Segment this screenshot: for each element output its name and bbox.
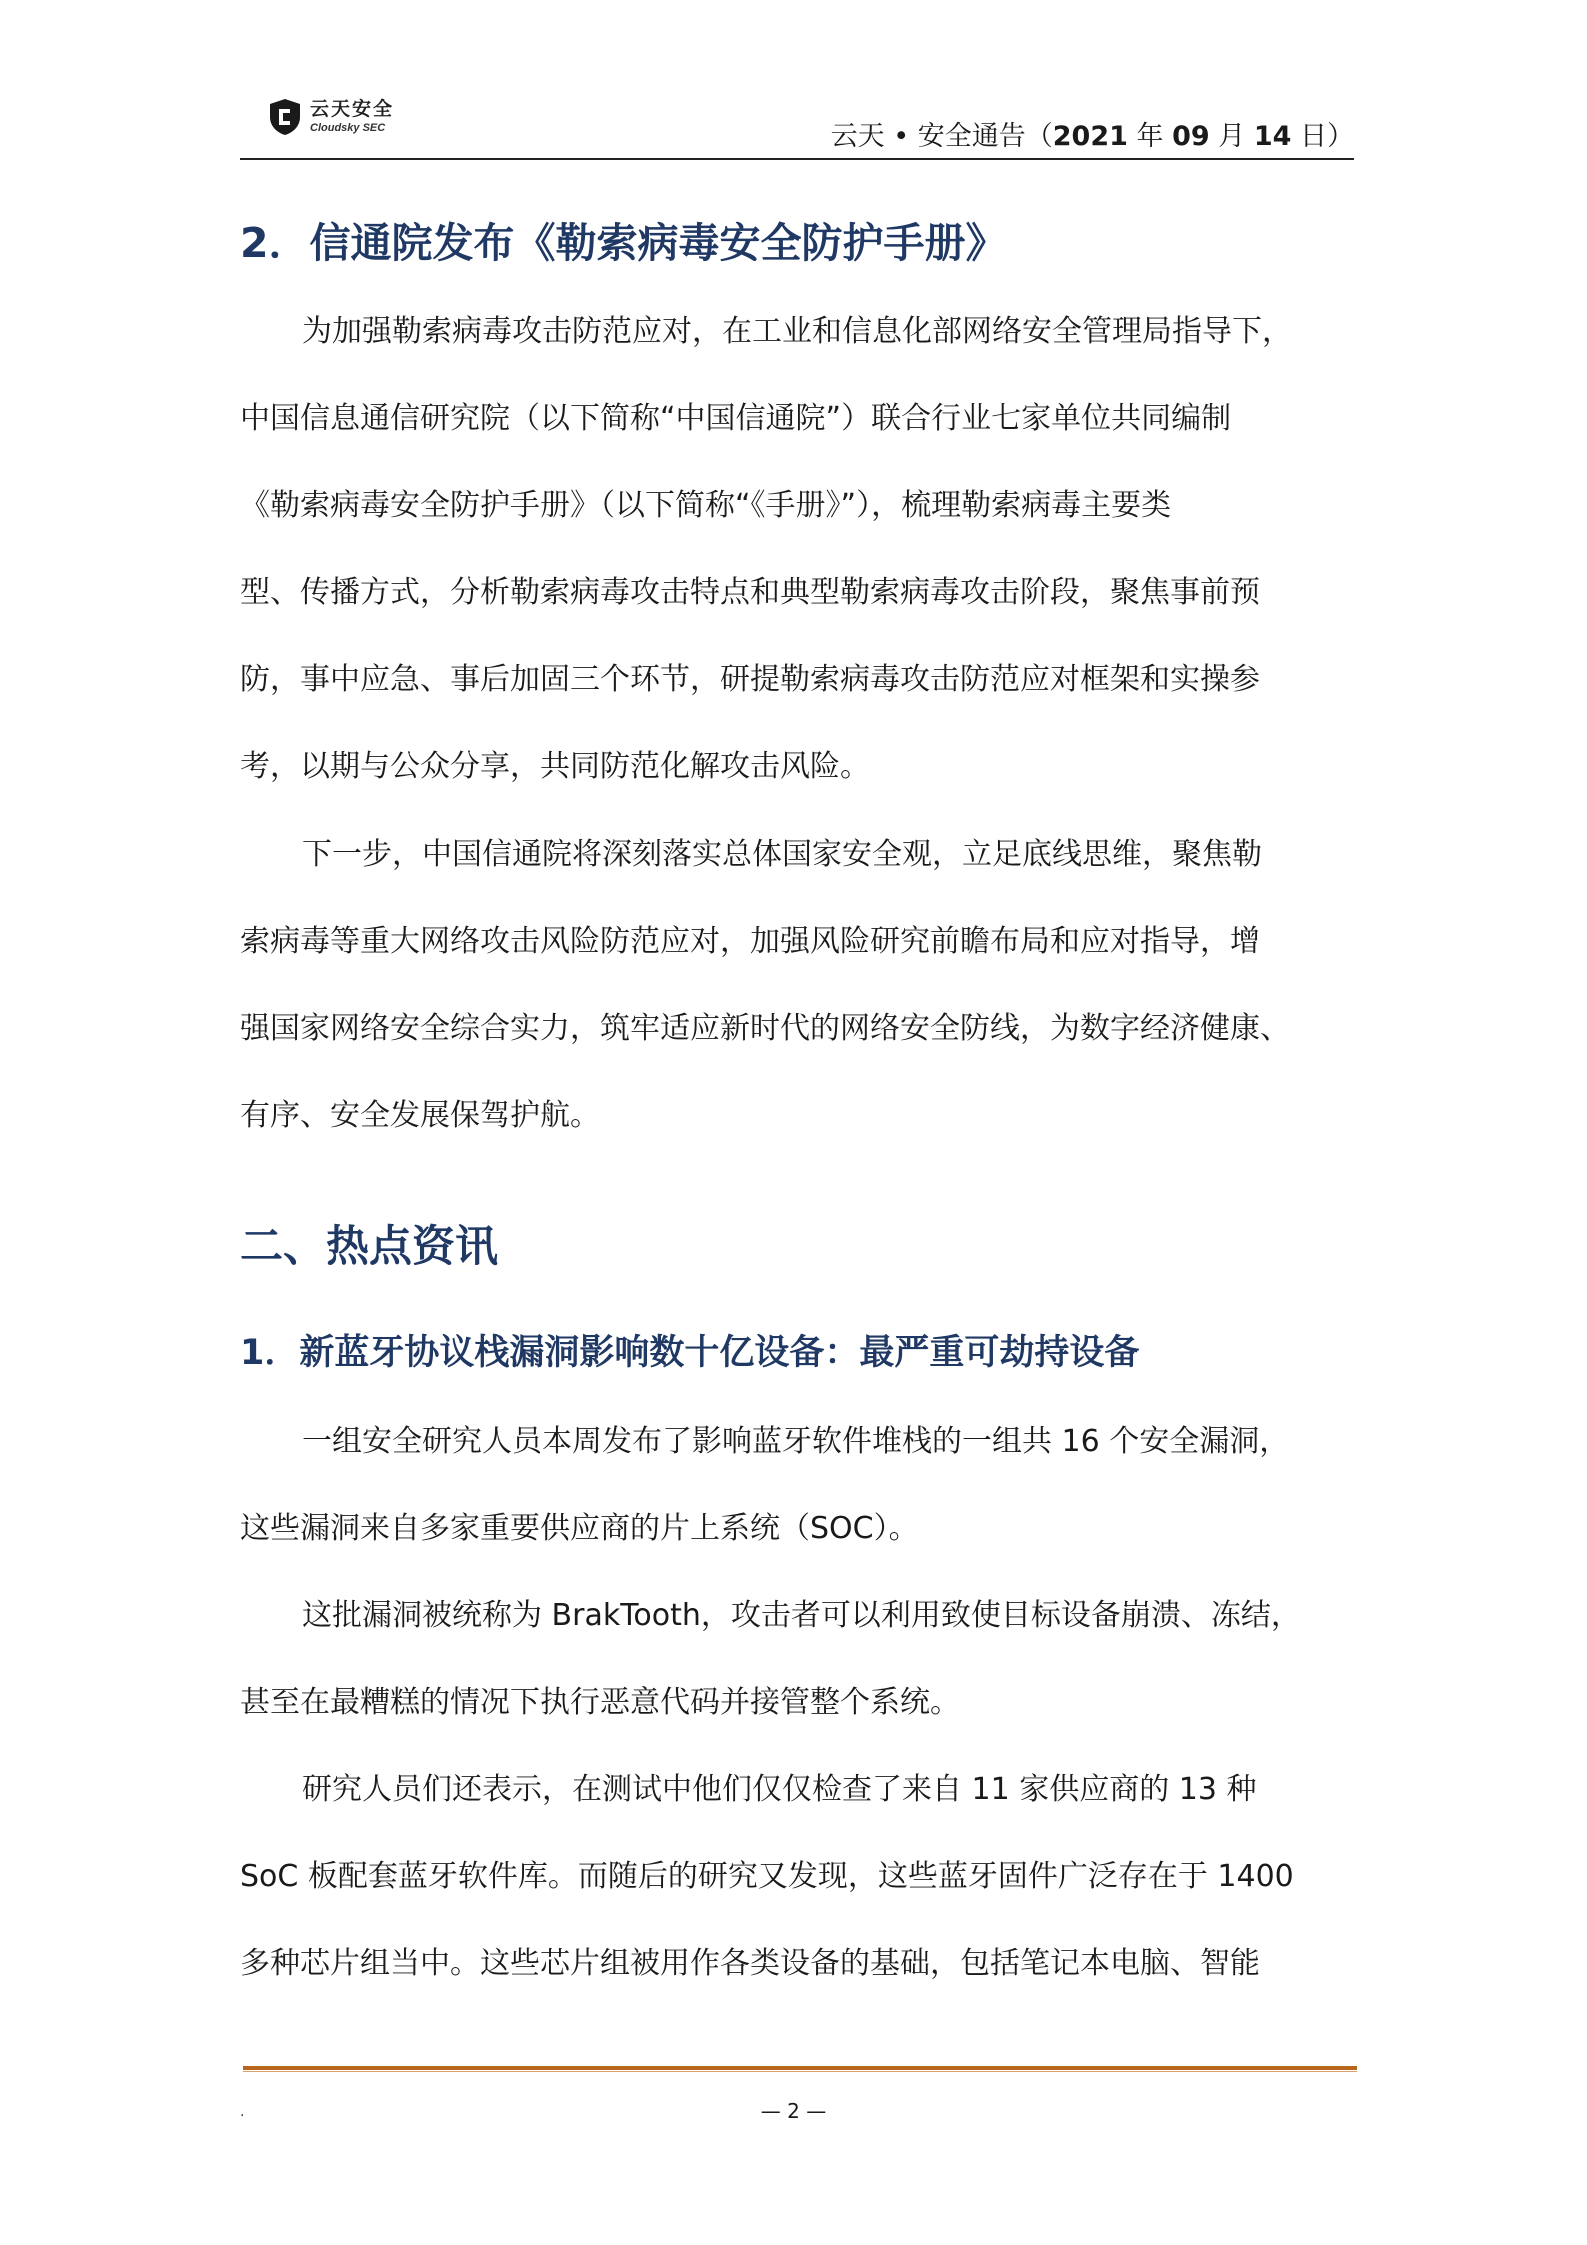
paragraph-line: 《勒索病毒安全防护手册》（以下简称“《手册》”），梳理勒索病毒主要类 [240,488,1172,523]
header-divider [240,158,1354,160]
shield-logo-icon [268,98,302,136]
notice-title: 云天 • 安全通告（2021 年 09 月 14 日） [830,121,1354,152]
article-heading: 1．新蓝牙协议栈漏洞影响数十亿设备：最严重可劫持设备 [240,1333,1140,1373]
paragraph-line: 型、传播方式，分析勒索病毒攻击特点和典型勒索病毒攻击阶段，聚焦事前预 [240,575,1260,610]
paragraph-line: 为加强勒索病毒攻击防范应对，在工业和信息化部网络安全管理局指导下， [302,314,1292,349]
paragraph-line: SoC 板配套蓝牙软件库。而随后的研究又发现，这些蓝牙固件广泛存在于 1400 [240,1859,1294,1894]
paragraph-line: 甚至在最糟糕的情况下执行恶意代码并接管整个系统。 [240,1685,960,1720]
footer-divider [243,2066,1357,2070]
paragraph-line: 一组安全研究人员本周发布了影响蓝牙软件堆栈的一组共 16 个安全漏洞， [302,1424,1290,1459]
section-heading: 2．信通院发布《勒索病毒安全防护手册》 [240,219,1007,267]
paragraph-line: 考，以期与公众分享，共同防范化解攻击风险。 [240,749,870,784]
footer-divider-thin [243,2071,1357,2072]
paragraph-line: 下一步，中国信通院将深刻落实总体国家安全观，立足底线思维，聚焦勒 [302,837,1262,872]
chapter-heading: 二、热点资讯 [240,1222,498,1272]
paragraph-line: 研究人员们还表示，在测试中他们仅仅检查了来自 11 家供应商的 13 种 [302,1772,1257,1807]
paragraph-line: 中国信息通信研究院（以下简称“中国信通院”）联合行业七家单位共同编制 [240,401,1232,436]
page-header [240,92,1354,164]
logo-cn-text: 云天安全 [310,98,395,120]
paragraph-line: 防，事中应急、事后加固三个环节，研提勒索病毒攻击防范应对框架和实操参 [240,662,1260,697]
page-number: — 2 — [760,2099,827,2123]
logo-en-text: Cloudsky SEC [310,122,386,134]
paragraph-line: 这些漏洞来自多家重要供应商的片上系统（SOC）。 [240,1511,919,1546]
footer-dot: . [240,2104,245,2120]
logo [268,98,394,136]
paragraph-line: 有序、安全发展保驾护航。 [240,1098,600,1133]
paragraph-line: 索病毒等重大网络攻击风险防范应对，加强风险研究前瞻布局和应对指导，增 [240,924,1260,959]
paragraph-line: 这批漏洞被统称为 BrakTooth，攻击者可以利用致使目标设备崩溃、冻结， [302,1598,1301,1633]
paragraph-line: 多种芯片组当中。这些芯片组被用作各类设备的基础，包括笔记本电脑、智能 [240,1946,1260,1981]
paragraph-line: 强国家网络安全综合实力，筑牢适应新时代的网络安全防线，为数字经济健康、 [240,1011,1290,1046]
